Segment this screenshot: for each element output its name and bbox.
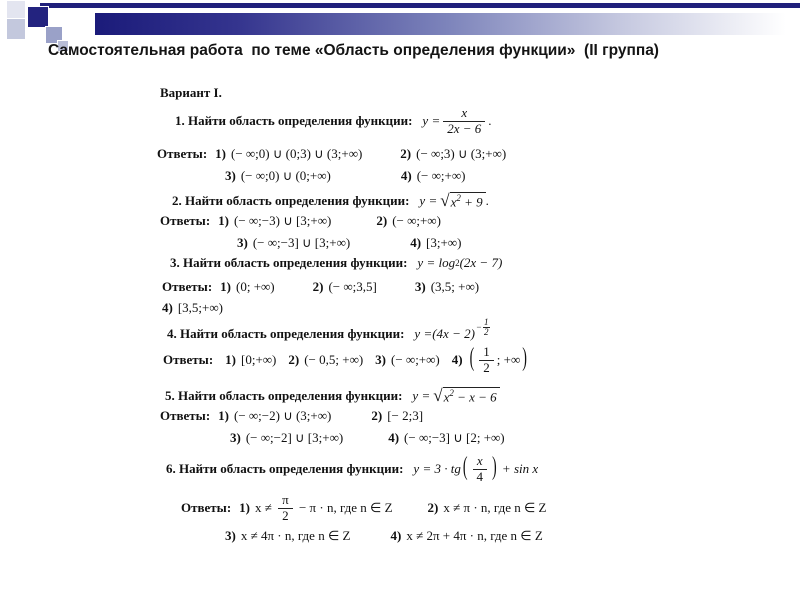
header-thin-bar	[40, 3, 800, 8]
exponent-denominator: 2	[484, 326, 489, 337]
answer-option: 1) (− ∞;−3) ∪ [3;+∞)	[218, 213, 332, 228]
decor-square-light	[6, 0, 26, 20]
formula-tail: .	[485, 192, 489, 208]
answer-value: (− ∞;0) ∪ (0;3) ∪ (3;+∞)	[231, 146, 363, 161]
answer-option: 4) [3;+∞)	[410, 235, 462, 250]
answer-option: 1) (− ∞;0) ∪ (0;3) ∪ (3;+∞)	[215, 146, 363, 161]
answer-option: 2) x ≠ π · n, где n ∈ Z	[427, 499, 547, 515]
problem-number: 2.	[172, 192, 182, 208]
answer-value: x ≠ 4π · n, где n ∈ Z	[240, 528, 351, 543]
problem-5-prompt	[165, 387, 500, 405]
answers-label: Ответы:	[163, 351, 214, 367]
formula-lead: y = log	[417, 255, 456, 270]
answers-label: Ответы:	[160, 213, 211, 228]
radical-sign: √	[433, 386, 443, 405]
answer-option: 1) [0;+∞)	[225, 351, 277, 367]
problem-prompt-text: Найти область определения функции:	[188, 112, 413, 128]
problem-1-answers-row-2	[225, 169, 465, 184]
answer-value: x ≠ 2π + 4π · n, где n ∈ Z	[406, 528, 543, 543]
answer-option: 2) (− ∞;3) ∪ (3;+∞)	[400, 146, 507, 161]
answer-option: 3) (− ∞;−2] ∪ [3;+∞)	[230, 430, 344, 445]
answer-option: 3) (− ∞;+∞)	[375, 351, 440, 367]
problem-3-answers-row-1	[162, 280, 479, 295]
formula-lead: y =	[412, 387, 431, 403]
answer-value: (− ∞;−3] ∪ [2; +∞)	[404, 430, 505, 445]
answer-option: 1) x ≠ $\frac{\pi}{2}$ − π · n, где n ∈ Z	[239, 492, 393, 523]
answer-option: 3) (3,5; +∞)	[414, 279, 480, 294]
formula-base: (4x − 2)	[432, 325, 475, 341]
answer-value: (− ∞;3,5]	[328, 279, 377, 294]
formula-tail: .	[488, 112, 492, 128]
answer-option: 4) (− ∞;−3] ∪ [2; +∞)	[388, 430, 505, 445]
problem-1-answers-row-1	[157, 147, 506, 162]
answer-value: (− ∞;0) ∪ (0;+∞)	[240, 168, 331, 183]
formula-lead: y = 3 · tg	[413, 460, 461, 476]
problem-1-prompt	[175, 103, 492, 139]
answer-value: ; +∞	[496, 351, 521, 367]
problem-5-answers-row-2	[230, 431, 505, 446]
problem-5-answers-row-1	[160, 409, 423, 424]
answer-value: (− ∞;−2) ∪ (3;+∞)	[234, 408, 332, 423]
answer-option: 4) ( $\frac{1}{2}$ ; +∞ )	[451, 344, 527, 375]
fraction: $\frac{\pi}{2}$	[278, 493, 293, 523]
problem-number: 3.	[170, 255, 180, 270]
fraction-numerator: x	[461, 105, 468, 121]
problem-prompt-text: Найти область определения функции:	[183, 255, 408, 270]
answer-value: (− ∞;+∞)	[392, 213, 441, 228]
answer-option: 4) x ≠ 2π + 4π · n, где n ∈ Z	[390, 528, 543, 543]
answer-value: [0;+∞)	[241, 351, 277, 367]
radical-expression	[433, 387, 499, 405]
answer-option: 4) (− ∞;+∞)	[400, 168, 466, 183]
answer-value: [3,5;+∞)	[177, 300, 223, 315]
exponent-fraction	[476, 318, 490, 337]
answer-option: 2) (− ∞;3,5]	[312, 279, 377, 294]
problem-4-answers-row	[163, 342, 529, 378]
answer-value: (− ∞;−3) ∪ [3;+∞)	[234, 213, 332, 228]
answer-option: 2) [− 2;3]	[371, 408, 424, 423]
answer-value: x ≠ π · n, где n ∈ Z	[443, 499, 547, 515]
problem-6-answers-row-2	[225, 529, 543, 544]
answers-label: Ответы:	[181, 499, 232, 515]
answer-value: (0; +∞)	[236, 279, 275, 294]
fraction: $\frac{1}{2}$	[479, 345, 494, 375]
answer-option: 4) [3,5;+∞)	[162, 300, 223, 315]
answer-option: 2) (− ∞;+∞)	[376, 213, 441, 228]
answer-option: 1) (− ∞;−2) ∪ (3;+∞)	[218, 408, 332, 423]
problem-prompt-text: Найти область определения функции:	[178, 387, 403, 403]
exponent-numerator: 1	[484, 316, 489, 327]
answer-option: 2) (− 0,5; +∞)	[288, 351, 364, 367]
answer-option: 1) (0; +∞)	[220, 279, 275, 294]
problem-prompt-text: Найти область определения функции:	[179, 460, 404, 476]
answer-option: 3) (− ∞;−3] ∪ [3;+∞)	[237, 235, 351, 250]
problem-prompt-text: Найти область определения функции:	[180, 325, 405, 341]
formula-lead: y =	[422, 112, 441, 128]
answer-value: [− 2;3]	[387, 408, 424, 423]
problem-2-answers-row-2	[237, 236, 461, 251]
open-paren: (	[469, 345, 475, 373]
exponent-sign: −	[475, 321, 482, 332]
answer-value: (3,5; +∞)	[430, 279, 480, 294]
fraction: $\frac{x}{4}$	[473, 454, 488, 484]
problem-number: 4.	[167, 325, 177, 341]
answer-value-post: − π · n, где n ∈ Z	[295, 499, 393, 515]
formula-lead: y =	[419, 192, 438, 208]
close-paren: )	[522, 345, 527, 373]
answer-value: (− 0,5; +∞)	[304, 351, 364, 367]
answers-label: Ответы:	[157, 146, 208, 161]
problem-2-answers-row-1	[160, 214, 441, 229]
problem-prompt-text: Найти область определения функции:	[185, 192, 410, 208]
answer-value: (− ∞;+∞)	[391, 351, 440, 367]
answers-label: Ответы:	[162, 279, 213, 294]
problem-6-answers-row-1	[181, 492, 547, 524]
radicand: $x^2 + 9$	[450, 192, 486, 210]
decor-square-navy	[27, 6, 49, 28]
problem-number: 5.	[165, 387, 175, 403]
open-paren: (	[462, 454, 468, 482]
answers-label: Ответы:	[160, 408, 211, 423]
problem-3-prompt	[170, 256, 502, 271]
fraction-denominator: 2x − 6	[443, 121, 485, 136]
answer-value: (− ∞;−2] ∪ [3;+∞)	[245, 430, 344, 445]
answer-option: 3) x ≠ 4π · n, где n ∈ Z	[225, 528, 351, 543]
answer-value: (− ∞;3) ∪ (3;+∞)	[416, 146, 507, 161]
variant-label: Вариант I.	[160, 85, 222, 100]
problem-2-prompt	[172, 192, 489, 210]
formula-lead: y =	[414, 325, 433, 341]
log-base: 2	[455, 258, 460, 269]
radical-sign: √	[440, 191, 450, 210]
fraction	[443, 106, 485, 136]
radicand: $x^2 - x - 6$	[443, 387, 500, 405]
answer-value: (− ∞;−3] ∪ [3;+∞)	[252, 235, 351, 250]
problem-number: 1.	[175, 112, 185, 128]
formula-rest: (2x − 7)	[459, 255, 503, 270]
problem-6-prompt	[166, 451, 538, 487]
formula-tail: + sin x	[498, 460, 539, 476]
slide-title: Самостоятельная работа по теме «Область определения функции» (II группа)	[48, 42, 659, 59]
problem-number: 6.	[166, 460, 176, 476]
header-gradient-banner	[95, 13, 800, 35]
decor-square-pale	[6, 18, 26, 40]
problem-3-answers-row-2	[162, 301, 223, 316]
close-paren: )	[492, 454, 497, 482]
answer-value: [3;+∞)	[426, 235, 462, 250]
answer-value: (− ∞;+∞)	[416, 168, 466, 183]
radical-expression	[440, 192, 485, 210]
answer-option: 3) (− ∞;0) ∪ (0;+∞)	[225, 168, 331, 183]
answer-value-pre: x ≠	[255, 499, 276, 515]
